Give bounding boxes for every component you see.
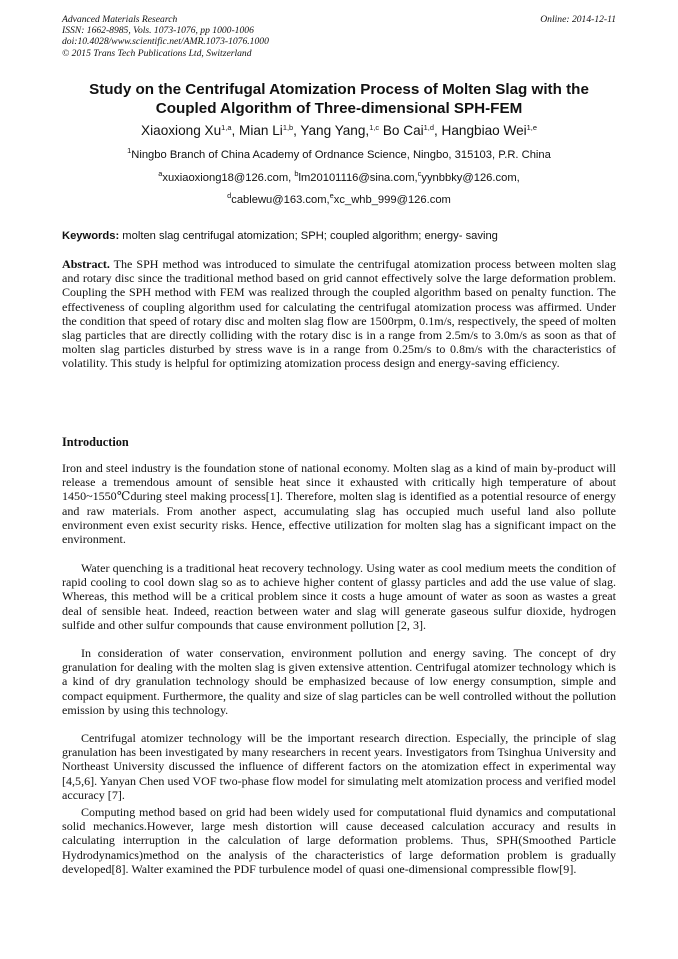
intro-paragraph-5: Computing method based on grid had been widely used for computational fluid dynamics and computational solid mechanics.However, large mesh distortion will cause deceased calculation accuracy and results in calculating interruption in the calculation of large deformation problems. Thus, SPH(Smoothed Particle Hydrodynamics)method on the analysis of the characteristics of large deformation problem is gradually developed[8]. Walter examined the PDF turbulence model of quasi one-dimensional compressible flow[9]. [62, 805, 616, 876]
keywords-label: Keywords: [62, 230, 120, 242]
author-list [62, 122, 616, 139]
author-name: Yang Yang, [300, 123, 370, 138]
paper-title [62, 80, 616, 118]
abstract-text: The SPH method was introduced to simulate the centrifugal atomization process between molten slag and rotary disc since the traditional method based on grid cannot effectively solve the large deformation problem. Coupling the SPH method with FEM was realized through the coupled algorithm based on penalty function. The effectiveness of coupling algorithm used for calculating the centrifugal atomization process was affirmed. Under the condition that speed of rotary disc and molten slag flow are 1500rpm, 0.1m/s, respectively, the speed of molten slag particles that are directly colliding with the rotary disc is in a range from 2.5m/s to 3.0m/s as soon as that of molten slag particles disturbed by stress wave is in a range from 0.25m/s to 0.8m/s with the characteristics of volatility. This study is helpful for optimizing atomization process design and energy-saving efficiency. [62, 257, 616, 371]
online-date: Online: 2014-12-11 [540, 14, 616, 25]
intro-paragraph-1: Iron and steel industry is the foundation stone of national economy. Molten slag as a kind of main by-product will release a tremendous amount of sensible heat since it exhausted with critically high temperature of about 1450~1550℃during steel making process[1]. Therefore, molten slag is identified as a potential resource of energy and raw materials. From another aspect, accumulating slag has occupied much useful land also pollute environment even exist security risks. Hence, effective utilization for molten slag has a significant impact on the environment. [62, 461, 616, 547]
journal-name: Advanced Materials Research [62, 14, 178, 25]
intro-paragraph-4: Centrifugal atomizer technology will be the important research direction. Especially, the principle of slag granulation has been investigated by many researchers in recent years. Investigators from Tsinghua University and Northeast University discussed the influence of different factors on the atomization effect in experimental way [4,5,6]. Yanyan Chen used VOF two-phase flow model for simulating melt atomization process and verified model accuracy [7]. [62, 731, 616, 802]
email-address: lm20101116@sina.com, [298, 172, 418, 184]
abstract-label: Abstract. [62, 257, 110, 271]
keywords [62, 230, 616, 243]
email-mark: d [227, 191, 232, 200]
email-mark: c [417, 169, 422, 178]
journal-header [62, 14, 616, 59]
issn-line: ISSN: 1662-8985, Vols. 1073-1076, pp 1000-1006 [62, 25, 254, 37]
email-address: cablewu@163.com, [231, 194, 330, 206]
email-mark: b [294, 169, 299, 178]
title-line-1: Study on the Centrifugal Atomization Process of Molten Slag with the [89, 81, 589, 98]
author-separator: , [231, 123, 239, 138]
email-address: xuxiaoxiong18@126.com, [162, 172, 295, 184]
affiliation [62, 146, 616, 162]
email-mark: e [329, 191, 334, 200]
author-separator: , [433, 123, 442, 138]
email-address: yynbbky@126.com, [421, 172, 520, 184]
author-affiliation-mark: 1,a [221, 123, 232, 132]
doi-line: doi:10.4028/www.scientific.net/AMR.1073-1076.1000 [62, 36, 269, 48]
email-mark: a [158, 169, 163, 178]
author-affiliation-mark: 1,e [526, 123, 537, 132]
email-line-1 [62, 169, 616, 185]
email-line-2 [62, 191, 616, 207]
author-name: Xiaoxiong Xu [141, 123, 222, 138]
copyright-line: © 2015 Trans Tech Publications Ltd, Switzerland [62, 47, 252, 59]
title-line-2: Coupled Algorithm of Three-dimensional SPH-FEM [155, 100, 523, 117]
abstract [62, 257, 616, 371]
introduction-heading: Introduction [62, 435, 129, 449]
keywords-text: molten slag centrifugal atomization; SPH; coupled algorithm; energy- saving [119, 230, 498, 242]
affiliation-text: Ningbo Branch of China Academy of Ordnance Science, Ningbo, 315103, P.R. China [131, 149, 551, 161]
intro-paragraph-3: In consideration of water conservation, environment pollution and energy saving. The concept of dry granulation for dealing with the molten slag is given extensive attention. Centrifugal atomizer technology which is a kind of dry granulation technology should be emphasized because of low energy consumption, simple and compact equipment. Furthermore, the quality and size of slag particles can be well controlled without the pollution emission by using this technology. [62, 646, 616, 717]
author-affiliation-mark: 1,b [282, 123, 294, 132]
intro-paragraph-2: Water quenching is a traditional heat recovery technology. Using water as cool medium meets the condition of rapid cooling to cool down slag so as to achieve higher content of glassy particles and add the use value of slag. Whereas, this method will be a critical problem since it costs a huge amount of water as soon as wastes a great deal of sensible heat. Indeed, reaction between water and slag will generate gaseous sulfur dioxide, hydrogen sulfide and other sulfur compounds that cause environment pollution [2, 3]. [62, 561, 616, 632]
author-affiliation-mark: 1,c [369, 123, 380, 132]
affiliation-mark: 1 [127, 146, 132, 155]
author-separator: , [293, 123, 301, 138]
email-address: xc_whb_999@126.com [333, 194, 451, 206]
author-name: Hangbiao Wei [441, 123, 527, 138]
author-name: Bo Cai [382, 123, 424, 138]
author-affiliation-mark: 1,d [423, 123, 434, 132]
author-name: Mian Li [239, 123, 283, 138]
